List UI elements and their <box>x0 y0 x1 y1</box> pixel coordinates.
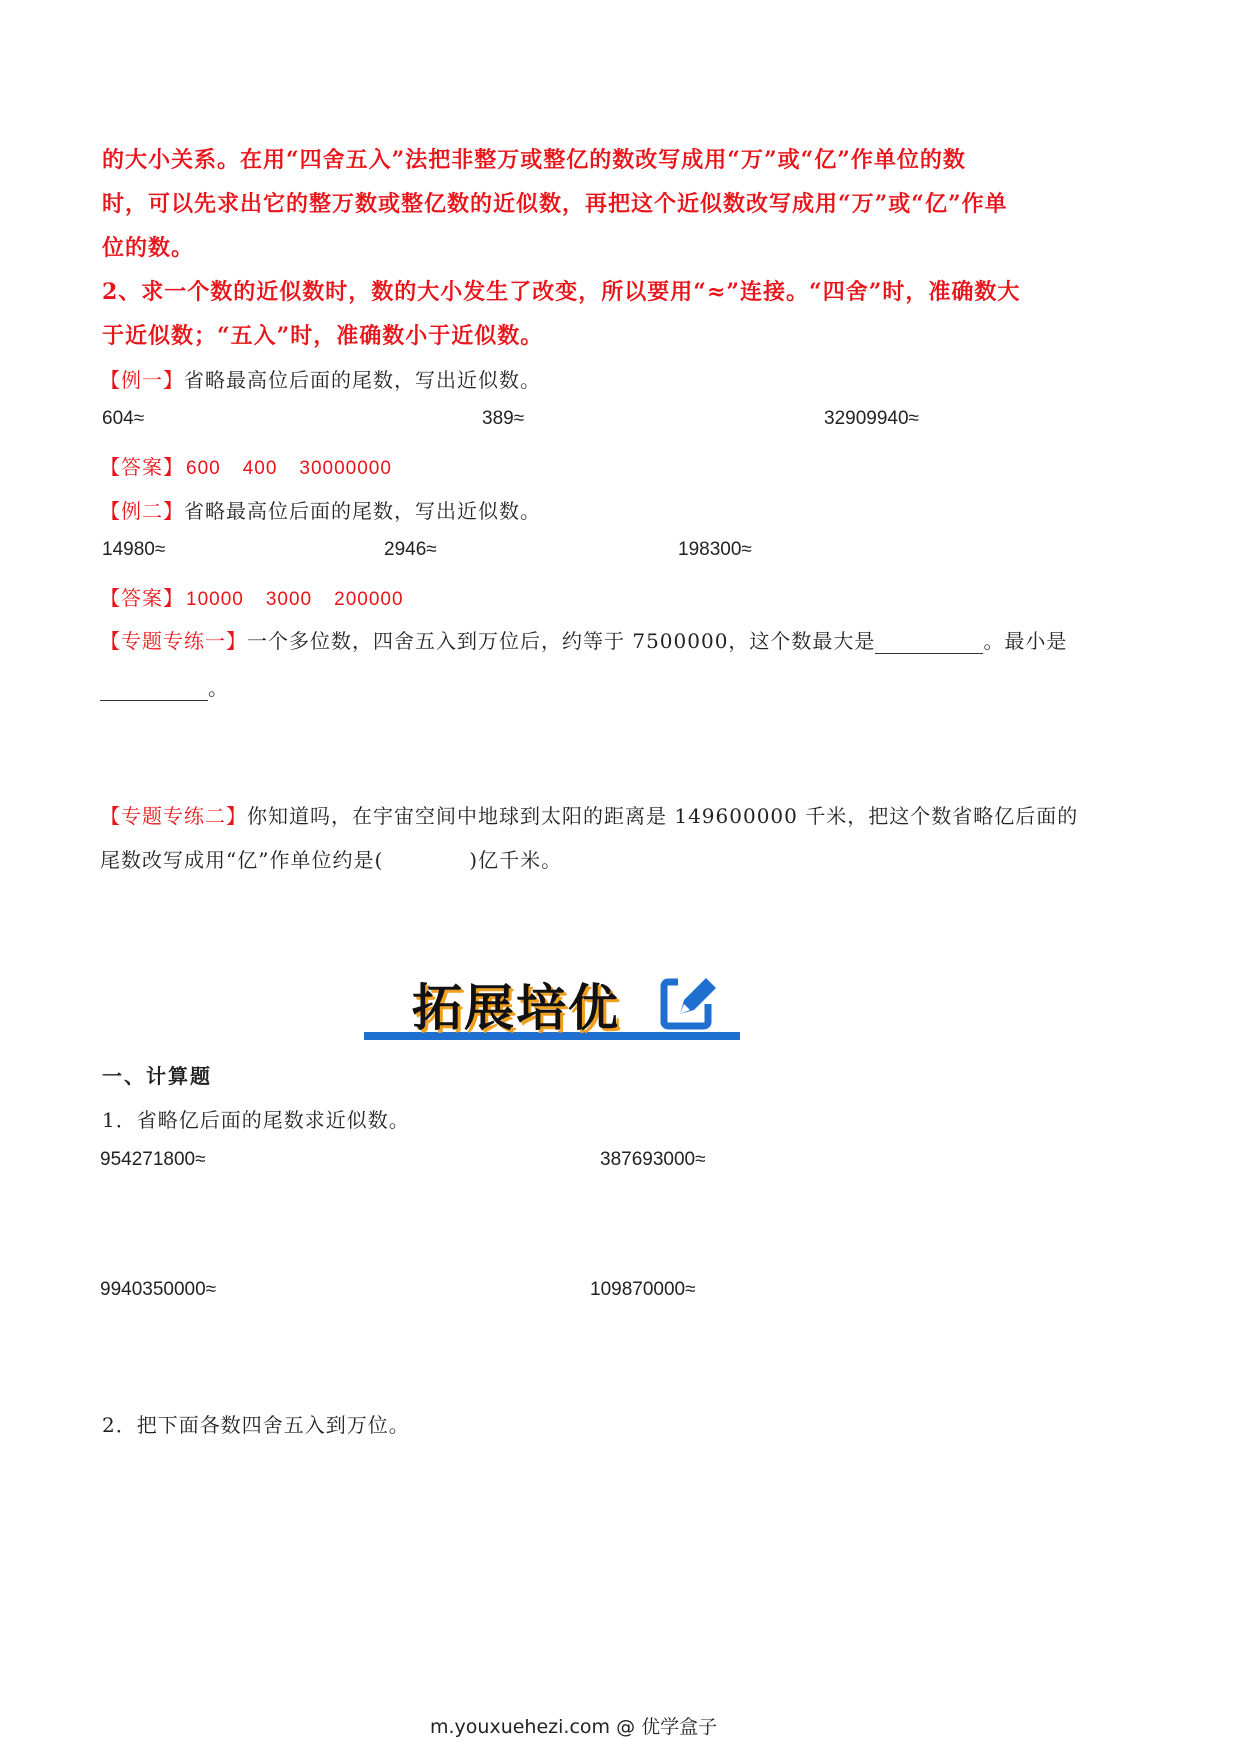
practice-1-min-blank[interactable] <box>100 676 208 701</box>
practice-2-line-1 <box>100 800 1078 829</box>
practice-1-line-2 <box>100 672 229 701</box>
practice-2-label: 【专题专练二】 <box>100 804 247 828</box>
knowledge-line-3: 位的数。 <box>102 235 195 261</box>
banner-title: 拓展培优 <box>412 979 620 1037</box>
question-1-item-3: 9940350000≈ <box>100 1279 217 1300</box>
example-1-item-1: 604≈ <box>102 408 145 429</box>
practice-1-text-a: 一个多位数，四舍五入到万位后，约等于 7500000，这个数最大是 <box>247 629 876 653</box>
pencil-edit-icon <box>660 970 720 1032</box>
practice-2-text-1: 你知道吗，在宇宙空间中地球到太阳的距离是 149600000 千米，把这个数省略亿后面的 <box>247 804 1079 828</box>
example-2-prompt <box>100 495 541 524</box>
example-2-item-2: 2946≈ <box>384 539 437 560</box>
example-2-item-3: 198300≈ <box>678 539 752 560</box>
question-1-item-4: 109870000≈ <box>590 1279 696 1300</box>
practice-1-max-blank[interactable] <box>875 629 983 654</box>
example-1-answer-label: 【答案】 <box>100 455 184 479</box>
practice-1-text-b: 。最小是 <box>983 629 1068 653</box>
example-1-item-2: 389≈ <box>482 408 525 429</box>
example-1-item-3: 32909940≈ <box>824 408 919 429</box>
example-2-answer-1: 10000 <box>186 589 244 610</box>
question-1-item-2: 387693000≈ <box>600 1149 706 1170</box>
example-2-text: 省略最高位后面的尾数，写出近似数。 <box>184 499 541 523</box>
question-2-text: 2．把下面各数四舍五入到万位。 <box>102 1413 410 1437</box>
example-1-answer-2: 400 <box>242 458 278 479</box>
practice-2-line-2 <box>100 844 562 873</box>
section-banner <box>364 962 740 1046</box>
practice-1-text-c: 。 <box>208 676 229 700</box>
example-1-answer-3: 30000000 <box>299 458 392 479</box>
example-2-item-1: 14980≈ <box>102 539 166 560</box>
practice-1-line-1 <box>100 625 1067 654</box>
section-heading: 一、计算题 <box>102 1064 212 1088</box>
practice-1-label: 【专题专练一】 <box>100 629 247 653</box>
question-1-item-1: 954271800≈ <box>100 1149 206 1170</box>
example-1-text: 省略最高位后面的尾数，写出近似数。 <box>184 368 541 392</box>
example-2-answer-label: 【答案】 <box>100 586 184 610</box>
footer-watermark[interactable]: m.youxuehezi.com @ 优学盒子 <box>430 1716 718 1738</box>
practice-2-text-2a: 尾数改写成用“亿”作单位约是( <box>100 848 384 872</box>
example-1-answer-1: 600 <box>186 458 221 479</box>
example-1-answer <box>100 451 392 480</box>
example-2-answer-3: 200000 <box>334 589 404 610</box>
knowledge-line-5: 于近似数；“五入”时，准确数小于近似数。 <box>102 323 544 349</box>
knowledge-line-2: 时，可以先求出它的整万数或整亿数的近似数，再把这个近似数改写成用“万”或“亿”作单 <box>102 191 1008 217</box>
practice-2-text-2b: )亿千米。 <box>469 848 563 872</box>
example-1-prompt <box>100 364 541 393</box>
knowledge-line-4: 2、求一个数的近似数时，数的大小发生了改变，所以要用“≈”连接。“四舍”时，准确数大 <box>102 279 1021 305</box>
example-2-label: 【例二】 <box>100 499 184 523</box>
example-2-answer <box>100 582 404 611</box>
knowledge-line-1: 的大小关系。在用“四舍五入”法把非整万或整亿的数改写成用“万”或“亿”作单位的数 <box>102 147 966 173</box>
question-1-text: 1．省略亿后面的尾数求近似数。 <box>102 1108 410 1132</box>
example-1-label: 【例一】 <box>100 368 184 392</box>
example-2-answer-2: 3000 <box>265 589 313 610</box>
